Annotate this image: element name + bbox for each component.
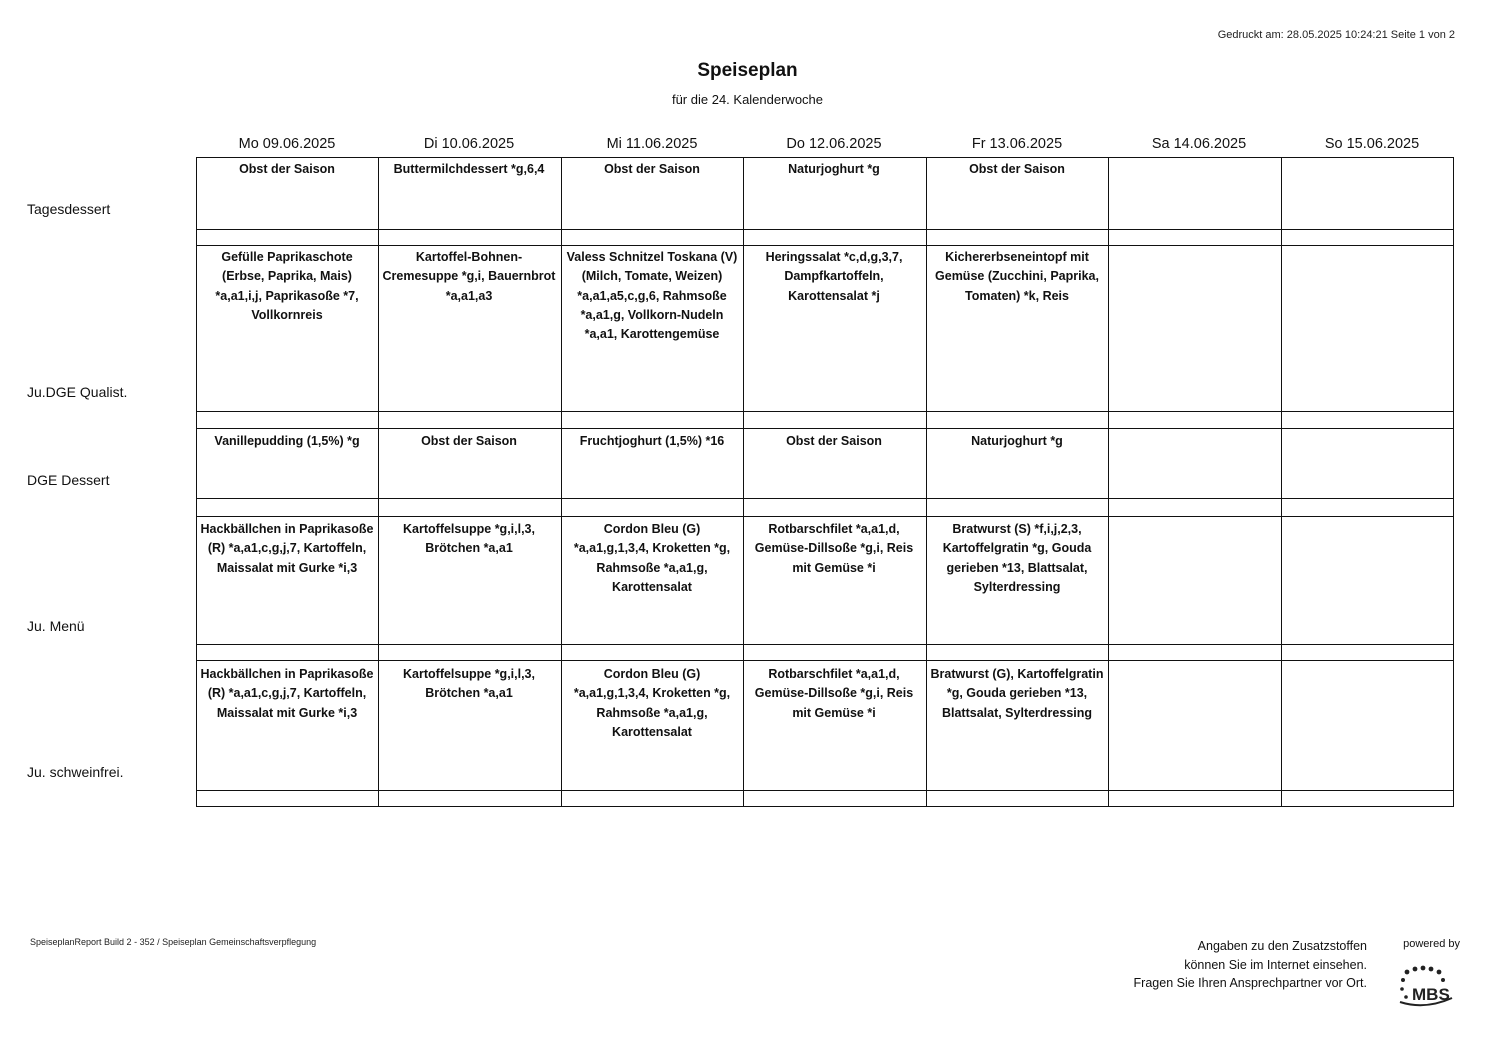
day-header-fri: Fr 13.06.2025: [971, 136, 1063, 152]
menu-cell: Fruchtjoghurt (1,5%) *16: [579, 434, 725, 448]
menu-cell: Naturjoghurt *g: [788, 162, 880, 176]
day-header-tue: Di 10.06.2025: [423, 136, 515, 152]
row-divider: [196, 411, 1454, 412]
additives-notice-line: können Sie im Internet einsehen.: [1184, 957, 1367, 972]
row-divider: [196, 245, 1454, 246]
menu-cell: Obst der Saison: [421, 434, 517, 448]
menu-cell: Heringssalat *c,d,g,3,7, Dampfkartoffeln, Karottensalat *j: [765, 250, 903, 303]
additives-notice: [1134, 937, 1367, 993]
menu-cell: Obst der Saison: [604, 162, 700, 176]
page-subtitle: für die 24. Kalenderwoche: [671, 92, 824, 107]
menu-cell: Kartoffelsuppe *g,i,l,3, Brötchen *a,a1: [403, 522, 535, 556]
menu-cell: Kartoffelsuppe *g,i,l,3, Brötchen *a,a1: [403, 667, 535, 701]
menu-cell: Kartoffel-Bohnen-Cremesuppe *g,i, Bauernbrot *a,a1,a3: [382, 250, 556, 303]
menu-cell: Hackbällchen in Paprikasoße (R) *a,a1,c,g,j,7, Kartoffeln, Maissalat mit Gurke *i,3: [200, 522, 374, 575]
row-divider: [196, 790, 1454, 791]
row-divider: [196, 660, 1454, 661]
row-label-ju-menu: Ju. Menü: [27, 618, 85, 634]
menu-cell: Rotbarschfilet *a,a1,d, Gemüse-Dillsoße *g,i, Reis mit Gemüse *i: [754, 522, 914, 575]
menu-cell: Bratwurst (S) *f,i,j,2,3, Kartoffelgratin *g, Gouda gerieben *13, Blattsalat, Sylterdressing: [942, 522, 1092, 594]
print-timestamp: Gedruckt am: 28.05.2025 10:24:21 Seite 1 von 2: [1217, 29, 1455, 41]
menu-cell: Cordon Bleu (G) *a,a1,g,1,3,4, Kroketten *g, Rahmsoße *a,a1,g, Karottensalat: [573, 522, 731, 594]
row-divider: [196, 644, 1454, 645]
menu-cell: Vanillepudding (1,5%) *g: [214, 434, 360, 448]
row-divider: [196, 498, 1454, 499]
powered-by-label: powered by: [1403, 938, 1460, 950]
menu-cell: Hackbällchen in Paprikasoße (R) *a,a1,c,g,j,7, Kartoffeln, Maissalat mit Gurke *i,3: [200, 667, 374, 720]
menu-cell: Gefülle Paprikaschote (Erbse, Paprika, Mais) *a,a1,i,j, Paprikasoße *7, Vollkornreis: [215, 250, 359, 322]
menu-cell: Buttermilchdessert *g,6,4: [393, 162, 545, 176]
menu-cell: Bratwurst (G), Kartoffelgratin *g, Gouda gerieben *13, Blattsalat, Sylterdressing: [930, 667, 1104, 720]
menu-cell: Valess Schnitzel Toskana (V) (Milch, Tomate, Weizen) *a,a1,a5,c,g,6, Rahmsoße *a,a1,g, Vollkorn-Nudeln *a,a1, Karottengemüse: [566, 250, 738, 342]
menu-cell: Rotbarschfilet *a,a1,d, Gemüse-Dillsoße *g,i, Reis mit Gemüse *i: [754, 667, 914, 720]
day-header-sun: So 15.06.2025: [1324, 136, 1420, 152]
row-divider: [196, 229, 1454, 230]
mbs-logo-icon: [1390, 962, 1460, 1010]
menu-cell: Obst der Saison: [969, 162, 1065, 176]
menu-cell: Obst der Saison: [239, 162, 335, 176]
menu-cell: Naturjoghurt *g: [971, 434, 1063, 448]
row-divider: [196, 428, 1454, 429]
svg-text:MBS: MBS: [1412, 985, 1450, 1004]
menu-cell: Obst der Saison: [786, 434, 882, 448]
additives-notice-line: Fragen Sie Ihren Ansprechpartner vor Ort.: [1133, 976, 1367, 990]
row-label-ju-schweinfrei: Ju. schweinfrei.: [27, 764, 124, 780]
report-build-info: SpeiseplanReport Build 2 - 352 / Speiseplan Gemeinschaftsverpflegung: [30, 937, 317, 947]
day-header-wed: Mi 11.06.2025: [606, 136, 698, 152]
day-header-mon: Mo 09.06.2025: [238, 136, 336, 152]
row-divider: [196, 516, 1454, 517]
day-header-thu: Do 12.06.2025: [786, 136, 882, 152]
column-divider: [1108, 157, 1109, 807]
day-header-sat: Sa 14.06.2025: [1151, 136, 1247, 152]
page-title: Speiseplan: [697, 60, 798, 81]
row-label-ju-dge-qualist: Ju.DGE Qualist.: [27, 384, 128, 400]
column-divider: [1281, 157, 1282, 807]
row-label-tagesdessert: Tagesdessert: [27, 201, 111, 217]
additives-notice-line: Angaben zu den Zusatzstoffen: [1197, 939, 1367, 953]
menu-cell: Kichererbseneintopf mit Gemüse (Zucchini, Paprika, Tomaten) *k, Reis: [935, 250, 1099, 303]
menu-cell: Cordon Bleu (G) *a,a1,g,1,3,4, Kroketten *g, Rahmsoße *a,a1,g, Karottensalat: [573, 667, 731, 739]
row-label-dge-dessert: DGE Dessert: [27, 472, 110, 488]
